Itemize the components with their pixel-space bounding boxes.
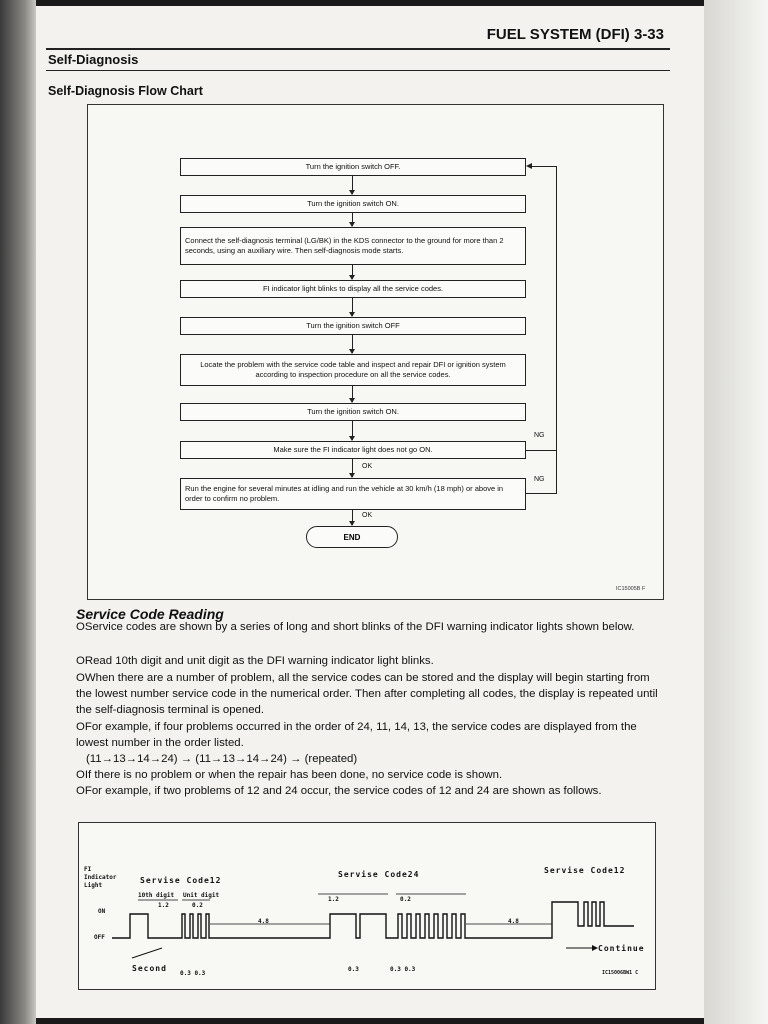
duration-label: 4.8 [258,918,269,925]
ok-label: OK [362,512,373,519]
sequence-line: (11→13→14→24) → (11→13→14→24) → (repeated) [86,753,358,765]
duration-label: 0.3 [348,966,359,973]
duration-label: 0.2 [192,902,203,909]
flow-step-4: FI indicator light blinks to display all the service codes. [180,280,526,298]
off-label: OFF [94,934,105,941]
timing-ref: IC15006BW1 C [602,970,639,976]
service-code-reading-title: Service Code Reading [76,606,224,622]
ng-label: NG [534,432,545,439]
paragraph-4: OFor example, if four problems occurred in the order of 24, 11, 14, 13, the service codes are displayed from the lowest number in the order listed. [76,721,637,749]
section-title: Self-Diagnosis [48,52,139,67]
duration-label: 4.8 [508,918,519,925]
flow-step-6: Locate the problem with the service code table and inspect and repair DFI or ignition system according to inspection procedure on all the service codes. [180,354,526,386]
figure-ref: IC15005B F [616,586,646,592]
duration-label: 0.3 0.3 [180,970,206,977]
paragraph-5: OIf there is no problem or when the repair has been done, no service code is shown. [76,769,503,781]
flow-end: END [306,526,398,548]
duration-label: 1.2 [328,896,339,903]
tenth-digit-label: 10th digit [138,892,175,899]
continue-label: Continue [598,944,645,953]
blink-waveform [112,902,634,938]
flow-step-7: Turn the ignition switch ON. [180,403,526,421]
on-label: ON [98,908,106,915]
flow-step-1: Turn the ignition switch OFF. [180,158,526,176]
ng-label: NG [534,476,545,483]
ok-label: OK [362,463,373,470]
paragraph-6: OFor example, if two problems of 12 and 24 occur, the service codes of 12 and 24 are shown as follows. [76,785,602,797]
paragraph-3: OWhen there are a number of problem, all the service codes can be stored and the display will begin starting from the lowest number service code in the numerical order. Then after completing all codes, the display is repeated until the self-diagnosis terminal is opened. [76,672,658,716]
flow-step-8: Make sure the FI indicator light does not go ON. [180,441,526,459]
flow-chart-title: Self-Diagnosis Flow Chart [48,84,203,98]
code-24-label: Servise Code24 [338,870,420,879]
flow-step-9: Run the engine for several minutes at idling and run the vehicle at 30 km/h (18 mph) or above in order to confirm no problem. [180,478,526,510]
code-12-repeat-label: Servise Code12 [544,866,626,875]
paragraph-1: OService codes are shown by a series of long and short blinks of the DFI warning indicator lights shown below. [76,621,635,633]
flow-step-3: Connect the self-diagnosis terminal (LG/BK) in the KDS connector to the ground for more than 2 seconds, using an auxiliary wire. Then self-diagnosis mode starts. [180,227,526,265]
code-12-label: Servise Code12 [140,876,222,885]
unit-digit-label: Unit digit [183,892,220,899]
duration-label: 1.2 [158,902,169,909]
page-header: FUEL SYSTEM (DFI) 3-33 [486,26,664,43]
second-arrow-line [132,948,162,958]
indicator-light-label: FI Indicator Light [84,866,117,889]
flow-step-2: Turn the ignition switch ON. [180,195,526,213]
paragraph-2: ORead 10th digit and unit digit as the DFI warning indicator light blinks. [76,655,434,667]
continue-arrow-head [592,945,598,951]
flow-step-5: Turn the ignition switch OFF [180,317,526,335]
second-label: Second [132,964,167,973]
duration-label: 0.2 [400,896,411,903]
duration-label: 0.3 0.3 [390,966,416,973]
